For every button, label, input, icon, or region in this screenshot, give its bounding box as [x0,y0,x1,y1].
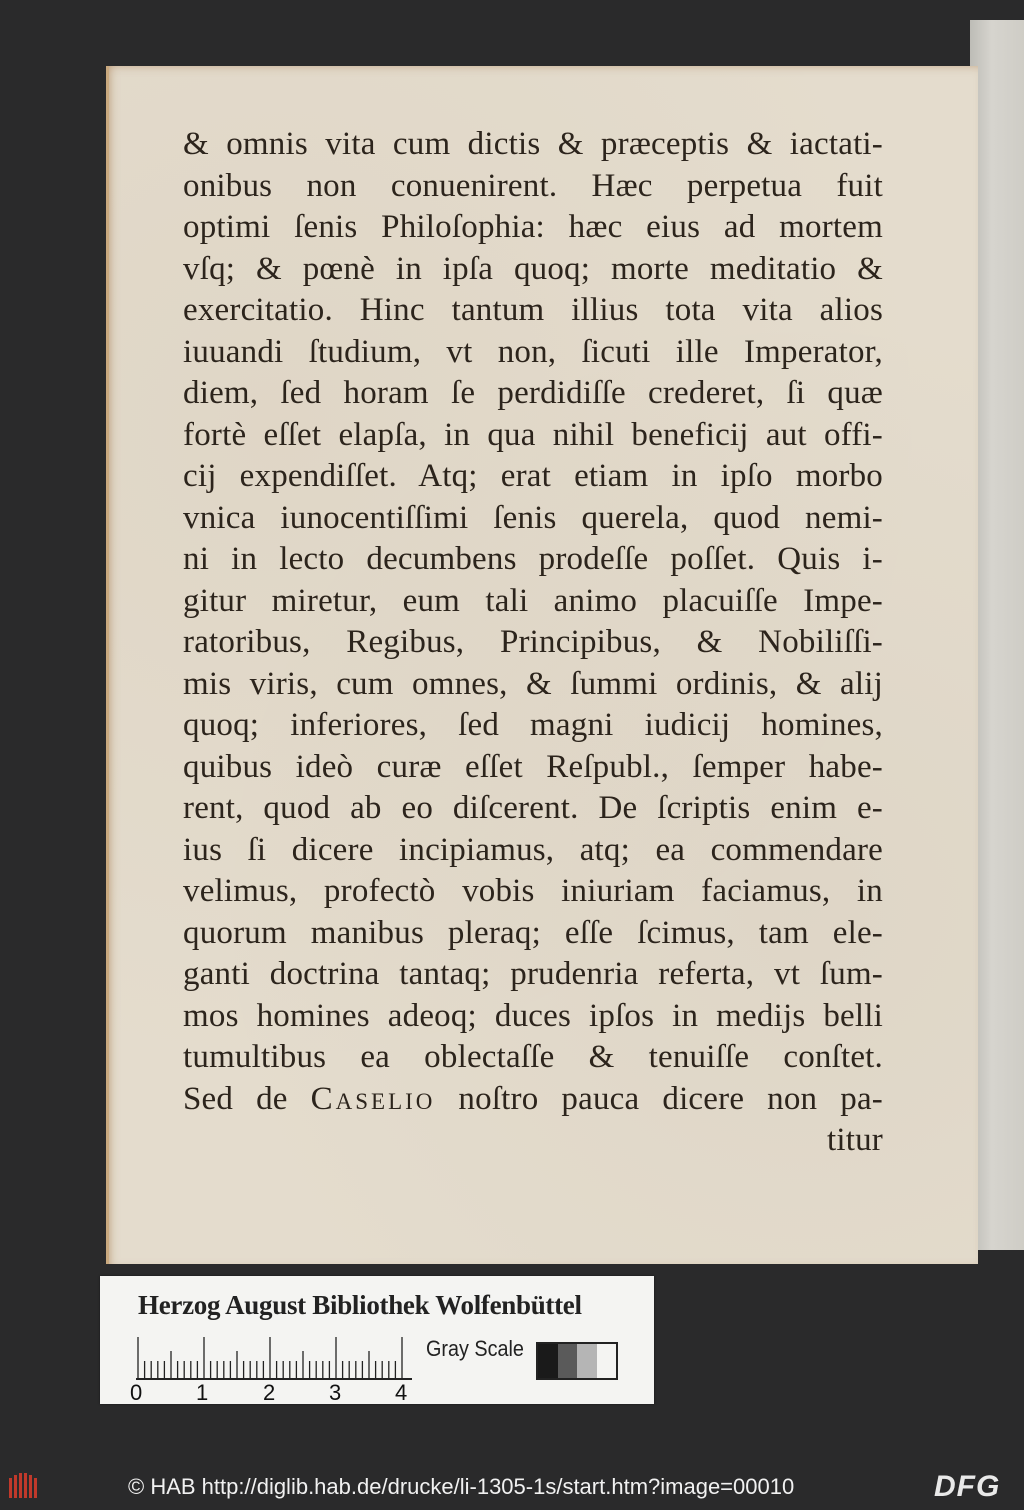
page-text [183,124,883,1162]
ruler-scale [136,1336,412,1380]
text-line: onibus non conuenirent. Hæc perpetua fuit [183,167,883,204]
text-line: ratoribus, Regibus, Principibus, & Nobiliſſi- [183,624,883,660]
catchword: titur [827,1122,883,1158]
gray-scale-label: Gray Scale [426,1336,524,1361]
text-line: quoq; inferiores, ſed magni iudicij homines, [183,707,883,743]
text-line: diem, ſed horam ſe perdidiſſe crederet, ſi quæ [183,375,883,411]
hab-logo-icon [8,1472,38,1500]
ruler-number: 3 [329,1380,342,1405]
text-line: ius ſi dicere incipiamus, atq; ea commendare [183,831,883,868]
text-line: fortè eſſet elapſa, in qua nihil beneficij aut offi- [183,416,883,453]
text-line: quibus ideò curæ eſſet Reſpubl., ſemper habe- [183,748,883,785]
text-line: exercitatio. Hinc tantum illius tota vita alios [183,292,883,328]
text-line: ni in lecto decumbens prodeſſe poſſet. Quis i- [183,541,883,577]
text-line: vſq; & pœnè in ipſa quoq; morte meditatio & [183,250,883,287]
ruler-number: 1 [196,1380,209,1405]
text-line: gitur miretur, eum tali animo placuiſſe Impe- [183,582,883,619]
text-line: vnica iunocentiſſimi ſenis querela, quod nemi- [183,499,883,536]
text-line: mos homines adeoq; duces ipſos in medijs belli [183,997,883,1034]
library-label [100,1276,654,1404]
gray-swatch-cell [577,1344,597,1378]
dfg-logo: DFG [934,1470,1001,1503]
text-line: rent, quod ab eo diſcerent. De ſcriptis enim e- [183,790,883,826]
text-line: velimus, profectò vobis iniuriam faciamus, in [183,873,883,909]
ruler-number: 0 [130,1380,143,1405]
text-line-sed [183,1079,883,1121]
library-name: Herzog August Bibliothek Wolfenbüttel [138,1290,582,1320]
name-small-caps: Caselio [310,1080,436,1117]
text-line: tumultibus ea oblectaſſe & tenuiſſe conſtet. [183,1039,883,1075]
gray-swatch-cell [558,1344,578,1378]
ruler-number: 2 [263,1380,276,1405]
text-line: optimi ſenis Philoſophia: hæc eius ad mortem [183,209,883,245]
page-backing [970,20,1024,1250]
text-line: mis viris, cum omnes, & ſummi ordinis, & alij [183,665,883,702]
text-line: cij expendiſſet. Atq; erat etiam in ipſo morbo [183,458,883,494]
text-line: & omnis vita cum dictis & præceptis & iactati- [183,126,883,162]
gray-swatch-cell [597,1344,617,1378]
text-line: ganti doctrina tantaq; prudenria referta, vt ſum- [183,956,883,992]
ruler-number: 4 [395,1380,408,1405]
gray-scale-swatch [536,1342,618,1380]
footer [0,1460,1024,1510]
copyright-credit: © HAB http://diglib.hab.de/drucke/li-1305-1s/start.htm?image=00010 [128,1474,795,1499]
gray-swatch-cell [538,1344,558,1378]
book-page [106,66,978,1264]
text-line: quorum manibus pleraq; eſſe ſcimus, tam ele- [183,914,883,951]
text-segment: noſtro pauca dicere non pa- [435,1080,883,1117]
text-segment: Sed de [183,1080,311,1117]
text-line: iuuandi ſtudium, vt non, ſicuti ille Imperator, [183,333,883,370]
